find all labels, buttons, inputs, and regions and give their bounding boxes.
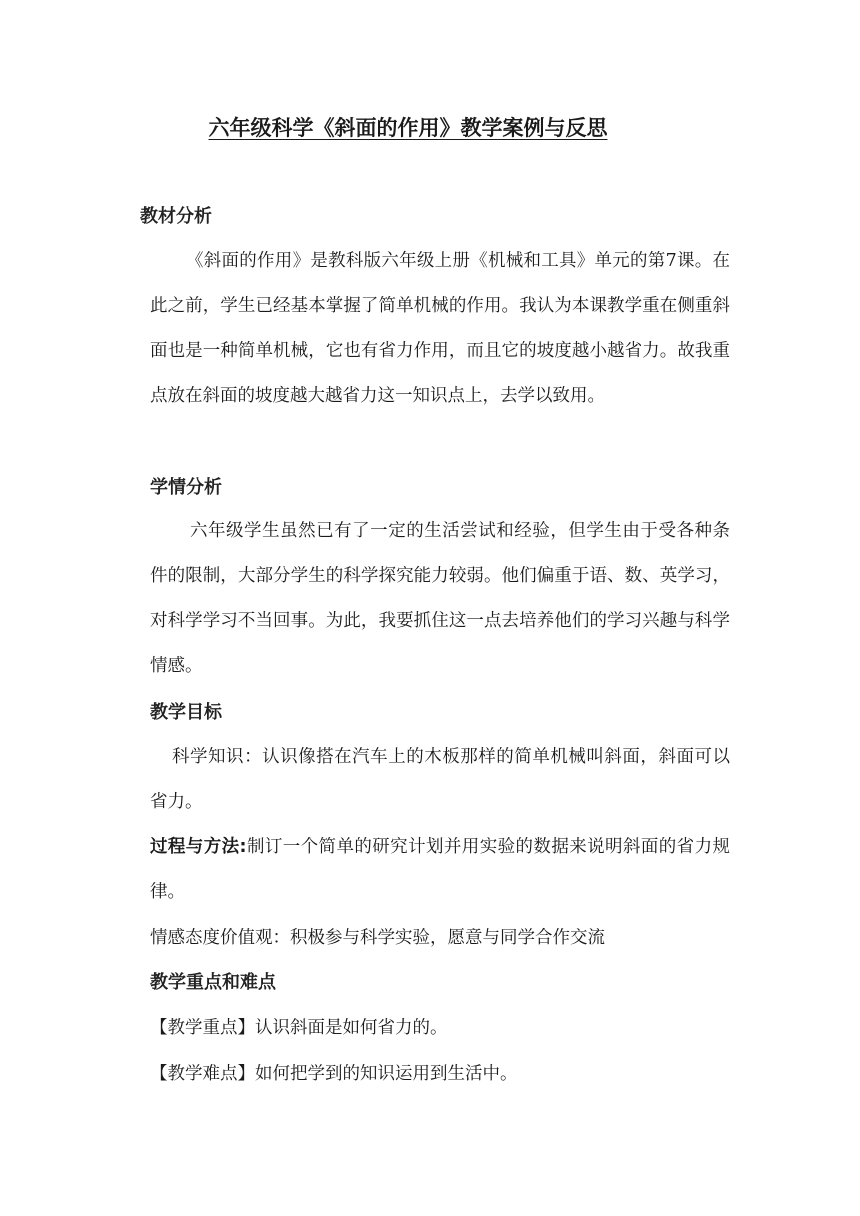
students-paragraph: 六年级学生虽然已有了一定的生活尝试和经验，但学生由于受各种条件的限制，大部分学生的科学探究能力较弱。他们偏重于语、数、英学习，对科学学习不当回事。为此，我要抓住这一点去培养他们的学习兴趣与科学情感。	[150, 521, 730, 676]
section-heading-goals: 教学目标	[150, 702, 222, 723]
section-heading-material: 教材分析	[140, 206, 212, 227]
goal-attitude: 情感态度价值观：积极参与科学实验，愿意与同学合作交流	[150, 928, 605, 948]
difficulty-point: 【教学难点】如何把学到的知识运用到生活中。	[150, 1064, 518, 1084]
goal-process	[150, 825, 730, 915]
document-title: 六年级科学《斜面的作用》教学案例与反思	[208, 116, 608, 140]
material-paragraph: 《斜面的作用》是教科版六年级上册《机械和工具》单元的第7课。在此之前，学生已经基本掌握了简单机械的作用。我认为本课教学重在侧重斜面也是一种简单机械，它也有省力作用，而且它的坡度越小越省力。故我重点放在斜面的坡度越大越省力这一知识点上，去学以致用。	[150, 251, 730, 406]
goal-process-label: 过程与方法:	[150, 837, 247, 857]
key-point: 【教学重点】认识斜面是如何省力的。	[150, 1018, 448, 1038]
goal-knowledge: 科学知识：认识像搭在汽车上的木板那样的简单机械叫斜面，斜面可以省力。	[150, 747, 730, 812]
section-heading-students: 学情分析	[150, 477, 222, 498]
section-heading-focus: 教学重点和难点	[150, 972, 276, 993]
goal-process-text: 制订一个简单的研究计划并用实验的数据来说明斜面的省力规律。	[150, 837, 730, 902]
